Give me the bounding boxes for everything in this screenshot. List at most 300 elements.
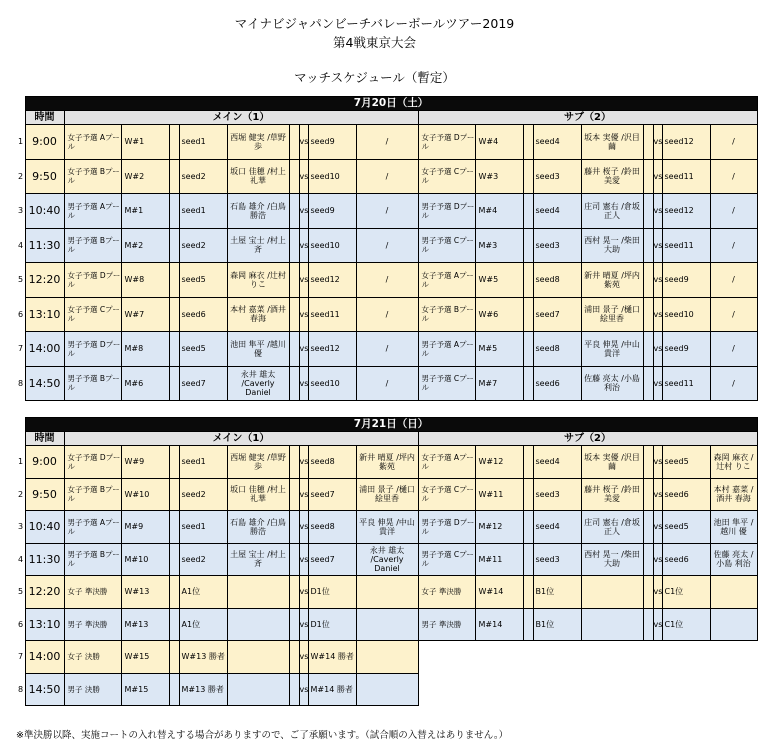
row-number: 7 <box>16 332 25 367</box>
date-bar: 7月21日（日） <box>25 418 757 432</box>
main-spacer <box>169 446 179 479</box>
main-pool-label: 男子予選 Bプール <box>64 543 121 576</box>
main-pool-label: 男子 決勝 <box>64 673 121 706</box>
main-pool-label: 男子予選 Aプール <box>64 194 121 229</box>
main-vs-label: vs <box>299 159 308 194</box>
main-team1-seed: A1位 <box>179 608 227 641</box>
sub-team2-names: / <box>710 228 757 263</box>
main-game-number: W#2 <box>121 159 169 194</box>
empty-cell <box>418 673 475 706</box>
sub-spacer <box>643 125 653 160</box>
sub-spacer <box>523 125 533 160</box>
main-pool-label: 男子予選 Bプール <box>64 228 121 263</box>
main-team1-seed: seed2 <box>179 478 227 511</box>
sub-vs-label: vs <box>653 125 662 160</box>
empty-cell <box>662 673 710 706</box>
match-time: 9:50 <box>25 478 64 511</box>
main-spacer <box>169 543 179 576</box>
sub-vs-label: vs <box>653 332 662 367</box>
sub-team2-names: / <box>710 263 757 298</box>
sub-spacer <box>643 608 653 641</box>
match-row <box>16 159 757 194</box>
empty-cell <box>533 641 581 674</box>
sub-team1-seed: seed6 <box>533 366 581 401</box>
main-pool-label: 男子予選 Dプール <box>64 332 121 367</box>
sub-team2-names: / <box>710 332 757 367</box>
main-game-number: W#9 <box>121 446 169 479</box>
main-game-number: M#1 <box>121 194 169 229</box>
main-team1-seed: seed7 <box>179 366 227 401</box>
main-team2-seed: W#14 勝者 <box>308 641 356 674</box>
sub-spacer <box>643 263 653 298</box>
sub-team1-names: 佐藤 亮太 /小島 利治 <box>581 366 643 401</box>
sub-team1-seed: seed3 <box>533 478 581 511</box>
row-number: 4 <box>16 228 25 263</box>
match-time: 14:00 <box>25 332 64 367</box>
main-spacer <box>289 478 299 511</box>
sub-vs-label: vs <box>653 446 662 479</box>
schedule-subtitle: マッチスケジュール（暫定） <box>294 70 455 85</box>
main-team2-names: 浦田 景子 /樋口 絵里香 <box>356 478 418 511</box>
main-team1-seed: seed1 <box>179 125 227 160</box>
sub-pool-label: 男子予選 Dプール <box>418 511 475 544</box>
sub-team2-names: 森岡 麻衣 /辻村 りこ <box>710 446 757 479</box>
main-team1-names: 坂口 佳穂 /村上 礼華 <box>227 159 289 194</box>
main-team2-seed: seed10 <box>308 366 356 401</box>
sub-pool-label: 女子 準決勝 <box>418 576 475 609</box>
sub-team1-names: 坂本 実優 /沢目 繭 <box>581 125 643 160</box>
main-team2-seed: seed8 <box>308 511 356 544</box>
main-team2-seed: seed9 <box>308 194 356 229</box>
sub-game-number: W#12 <box>475 446 523 479</box>
sub-team1-names: 西村 晃一 /柴田 大助 <box>581 228 643 263</box>
sub-pool-label: 女子予選 Aプール <box>418 446 475 479</box>
sub-team2-names: / <box>710 366 757 401</box>
sub-spacer <box>523 608 533 641</box>
sub-spacer <box>523 297 533 332</box>
main-team2-names: 新井 晴夏 /坪内 紫苑 <box>356 446 418 479</box>
match-row <box>16 446 757 479</box>
main-vs-label: vs <box>299 446 308 479</box>
main-vs-label: vs <box>299 125 308 160</box>
sub-vs-label: vs <box>653 478 662 511</box>
row-number: 2 <box>16 159 25 194</box>
main-team1-names: 永井 雄太 /Caverly Daniel <box>227 366 289 401</box>
main-team2-seed: seed7 <box>308 543 356 576</box>
match-time: 11:30 <box>25 543 64 576</box>
main-team2-names: / <box>356 297 418 332</box>
sub-team1-names: 新井 晴夏 /坪内 紫苑 <box>581 263 643 298</box>
match-time: 13:10 <box>25 608 64 641</box>
sub-spacer <box>523 543 533 576</box>
sub-vs-label: vs <box>653 543 662 576</box>
main-game-number: W#13 <box>121 576 169 609</box>
sub-spacer <box>523 194 533 229</box>
main-spacer <box>169 641 179 674</box>
sub-game-number: W#6 <box>475 297 523 332</box>
main-team1-names <box>227 576 289 609</box>
main-team2-names: / <box>356 228 418 263</box>
empty-cell <box>418 641 475 674</box>
row-number: 5 <box>16 576 25 609</box>
main-team1-names: 本村 嘉菜 /酒井 春海 <box>227 297 289 332</box>
main-spacer <box>289 673 299 706</box>
main-team2-names <box>356 641 418 674</box>
sub-team1-seed: seed3 <box>533 159 581 194</box>
main-pool-label: 女子予選 Bプール <box>64 159 121 194</box>
sub-team2-names <box>710 576 757 609</box>
sub-spacer <box>643 159 653 194</box>
match-time: 14:50 <box>25 366 64 401</box>
sub-team1-names <box>581 576 643 609</box>
sub-vs-label: vs <box>653 366 662 401</box>
sub-team2-seed: seed12 <box>662 194 710 229</box>
match-row <box>16 543 757 576</box>
sub-spacer <box>643 543 653 576</box>
main-spacer <box>169 511 179 544</box>
row-number: 5 <box>16 263 25 298</box>
row-number: 7 <box>16 641 25 674</box>
main-game-number: W#8 <box>121 263 169 298</box>
empty-cell <box>523 641 533 674</box>
match-row <box>16 511 757 544</box>
sub-game-number: M#4 <box>475 194 523 229</box>
main-spacer <box>289 332 299 367</box>
main-pool-label: 女子 決勝 <box>64 641 121 674</box>
sub-pool-label: 男子予選 Aプール <box>418 332 475 367</box>
match-row <box>16 263 757 298</box>
main-pool-label: 女子 準決勝 <box>64 576 121 609</box>
sub-vs-label: vs <box>653 194 662 229</box>
main-spacer <box>289 511 299 544</box>
main-vs-label: vs <box>299 511 308 544</box>
main-spacer <box>169 673 179 706</box>
main-team1-names: 森岡 麻衣 /辻村 りこ <box>227 263 289 298</box>
sub-team1-names: 藤井 桜子 /鈴田 美愛 <box>581 159 643 194</box>
main-team1-names: 池田 隼平 /越川 優 <box>227 332 289 367</box>
match-time: 12:20 <box>25 263 64 298</box>
sub-vs-label: vs <box>653 159 662 194</box>
main-team1-names <box>227 608 289 641</box>
match-time: 13:10 <box>25 297 64 332</box>
main-spacer <box>169 478 179 511</box>
match-row <box>16 332 757 367</box>
main-vs-label: vs <box>299 543 308 576</box>
sub-spacer <box>643 511 653 544</box>
match-time: 9:00 <box>25 446 64 479</box>
sub-spacer <box>523 263 533 298</box>
schedule-table-day1 <box>16 96 758 401</box>
sub-team2-names: / <box>710 125 757 160</box>
main-spacer <box>169 125 179 160</box>
main-team2-names: / <box>356 194 418 229</box>
main-spacer <box>169 608 179 641</box>
main-team2-names: 平良 伸晃 /中山 貴洋 <box>356 511 418 544</box>
match-row <box>16 641 757 674</box>
sub-team2-seed: seed9 <box>662 332 710 367</box>
main-spacer <box>169 194 179 229</box>
match-row <box>16 194 757 229</box>
sub-team1-names: 平良 伸晃 /中山 貴洋 <box>581 332 643 367</box>
empty-cell <box>643 641 653 674</box>
match-time: 9:00 <box>25 125 64 160</box>
sub-team2-seed: seed11 <box>662 366 710 401</box>
match-row <box>16 608 757 641</box>
sub-game-number: W#11 <box>475 478 523 511</box>
sub-vs-label: vs <box>653 576 662 609</box>
main-spacer <box>169 263 179 298</box>
main-team2-seed: seed10 <box>308 228 356 263</box>
match-time: 11:30 <box>25 228 64 263</box>
main-team1-seed: seed5 <box>179 263 227 298</box>
main-game-number: M#2 <box>121 228 169 263</box>
sub-pool-label: 女子予選 Aプール <box>418 263 475 298</box>
sub-team1-seed: seed3 <box>533 228 581 263</box>
sub-team1-names <box>581 608 643 641</box>
main-team2-names: / <box>356 159 418 194</box>
main-game-number: W#15 <box>121 641 169 674</box>
main-spacer <box>169 576 179 609</box>
match-time: 12:20 <box>25 576 64 609</box>
main-pool-label: 男子予選 Bプール <box>64 366 121 401</box>
sub-team2-seed: C1位 <box>662 576 710 609</box>
match-time: 10:40 <box>25 194 64 229</box>
sub-team2-seed: seed11 <box>662 228 710 263</box>
empty-cell <box>475 641 523 674</box>
main-team1-seed: seed6 <box>179 297 227 332</box>
main-spacer <box>289 641 299 674</box>
main-team2-seed: seed7 <box>308 478 356 511</box>
main-game-number: M#10 <box>121 543 169 576</box>
main-spacer <box>289 608 299 641</box>
main-team2-names: / <box>356 125 418 160</box>
main-team1-seed: seed1 <box>179 194 227 229</box>
main-spacer <box>289 194 299 229</box>
main-pool-label: 女子予選 Cプール <box>64 297 121 332</box>
sub-spacer <box>643 446 653 479</box>
sub-vs-label: vs <box>653 228 662 263</box>
match-row <box>16 125 757 160</box>
main-team1-seed: seed5 <box>179 332 227 367</box>
main-game-number: M#9 <box>121 511 169 544</box>
sub-team2-names: / <box>710 297 757 332</box>
main-team2-seed: seed8 <box>308 446 356 479</box>
sub-spacer <box>643 194 653 229</box>
sub-pool-label: 女子予選 Cプール <box>418 159 475 194</box>
sub-team2-names: / <box>710 194 757 229</box>
sub-team1-names: 庄司 憲右 /倉坂 正人 <box>581 194 643 229</box>
main-team1-seed: seed1 <box>179 511 227 544</box>
row-number: 1 <box>16 125 25 160</box>
header-time: 時間 <box>25 432 64 446</box>
main-vs-label: vs <box>299 576 308 609</box>
sub-team2-seed: seed12 <box>662 125 710 160</box>
main-vs-label: vs <box>299 478 308 511</box>
main-spacer <box>289 125 299 160</box>
main-spacer <box>169 159 179 194</box>
main-team2-seed: M#14 勝者 <box>308 673 356 706</box>
main-pool-label: 男子 準決勝 <box>64 608 121 641</box>
main-vs-label: vs <box>299 673 308 706</box>
sub-team2-seed: seed5 <box>662 511 710 544</box>
empty-cell <box>710 673 757 706</box>
empty-cell <box>475 673 523 706</box>
sub-team2-seed: seed6 <box>662 543 710 576</box>
row-number: 2 <box>16 478 25 511</box>
sub-spacer <box>523 228 533 263</box>
main-team1-names: 土屋 宝士 /村上 斉 <box>227 228 289 263</box>
sub-spacer <box>643 228 653 263</box>
sub-team1-seed: seed8 <box>533 332 581 367</box>
main-team2-names <box>356 608 418 641</box>
main-game-number: M#6 <box>121 366 169 401</box>
main-spacer <box>289 159 299 194</box>
main-spacer <box>169 366 179 401</box>
main-game-number: W#10 <box>121 478 169 511</box>
match-row <box>16 297 757 332</box>
sub-team1-names: 西村 晃一 /柴田 大助 <box>581 543 643 576</box>
main-team1-seed: seed2 <box>179 543 227 576</box>
event-title: 第4戦東京大会 <box>333 35 416 50</box>
main-spacer <box>289 366 299 401</box>
sub-game-number: M#12 <box>475 511 523 544</box>
main-team2-seed: seed10 <box>308 159 356 194</box>
main-spacer <box>289 228 299 263</box>
main-team1-seed: seed2 <box>179 159 227 194</box>
main-team2-names <box>356 576 418 609</box>
main-vs-label: vs <box>299 263 308 298</box>
sub-pool-label: 女子予選 Cプール <box>418 478 475 511</box>
main-team2-seed: seed9 <box>308 125 356 160</box>
sub-game-number: M#14 <box>475 608 523 641</box>
sub-team1-seed: B1位 <box>533 608 581 641</box>
main-team2-names <box>356 673 418 706</box>
sub-spacer <box>643 478 653 511</box>
match-row <box>16 673 757 706</box>
main-team2-seed: D1位 <box>308 576 356 609</box>
main-team2-names: / <box>356 366 418 401</box>
sub-game-number: W#4 <box>475 125 523 160</box>
main-game-number: M#8 <box>121 332 169 367</box>
row-number: 6 <box>16 297 25 332</box>
sub-team2-names: / <box>710 159 757 194</box>
sub-spacer <box>523 511 533 544</box>
main-team1-seed: seed1 <box>179 446 227 479</box>
sub-spacer <box>643 576 653 609</box>
empty-cell <box>662 641 710 674</box>
sub-team2-seed: seed10 <box>662 297 710 332</box>
empty-cell <box>533 673 581 706</box>
main-team2-names: 永井 雄太 /Caverly Daniel <box>356 543 418 576</box>
sub-team2-names <box>710 608 757 641</box>
sub-team1-seed: seed4 <box>533 194 581 229</box>
main-team1-names <box>227 641 289 674</box>
main-spacer <box>289 297 299 332</box>
main-team2-seed: seed11 <box>308 297 356 332</box>
row-number: 8 <box>16 673 25 706</box>
main-game-number: W#7 <box>121 297 169 332</box>
sub-spacer <box>643 366 653 401</box>
sub-pool-label: 女子予選 Dプール <box>418 125 475 160</box>
main-team1-names: 坂口 佳穂 /村上 礼華 <box>227 478 289 511</box>
main-pool-label: 女子予選 Aプール <box>64 125 121 160</box>
tour-title: マイナビジャパンビーチバレーボールツアー2019 <box>234 16 515 31</box>
empty-cell <box>523 673 533 706</box>
sub-vs-label: vs <box>653 511 662 544</box>
main-team2-seed: seed12 <box>308 263 356 298</box>
empty-cell <box>643 673 653 706</box>
match-row <box>16 366 757 401</box>
main-team1-names: 西堀 健実 /草野 歩 <box>227 446 289 479</box>
main-vs-label: vs <box>299 332 308 367</box>
sub-team1-seed: seed3 <box>533 543 581 576</box>
header-sub-court: サブ（2） <box>418 432 757 446</box>
sub-team1-names: 浦田 景子 /樋口 絵里香 <box>581 297 643 332</box>
main-pool-label: 女子予選 Bプール <box>64 478 121 511</box>
header-sub-court: サブ（2） <box>418 111 757 125</box>
empty-cell <box>710 641 757 674</box>
sub-team2-seed: seed6 <box>662 478 710 511</box>
main-team2-names: / <box>356 263 418 298</box>
sub-game-number: M#5 <box>475 332 523 367</box>
main-team2-seed: seed12 <box>308 332 356 367</box>
sub-spacer <box>523 332 533 367</box>
empty-cell <box>653 641 662 674</box>
main-team1-names: 土屋 宝士 /村上 斉 <box>227 543 289 576</box>
sub-team1-seed: B1位 <box>533 576 581 609</box>
sub-team1-seed: seed4 <box>533 125 581 160</box>
main-pool-label: 男子予選 Aプール <box>64 511 121 544</box>
row-number: 1 <box>16 446 25 479</box>
sub-pool-label: 男子予選 Dプール <box>418 194 475 229</box>
sub-vs-label: vs <box>653 297 662 332</box>
sub-team1-seed: seed7 <box>533 297 581 332</box>
sub-spacer <box>643 332 653 367</box>
main-game-number: M#15 <box>121 673 169 706</box>
match-time: 9:50 <box>25 159 64 194</box>
main-team1-seed: A1位 <box>179 576 227 609</box>
main-team1-names: 西堀 健実 /草野 歩 <box>227 125 289 160</box>
row-number: 3 <box>16 511 25 544</box>
main-team1-seed: seed2 <box>179 228 227 263</box>
main-spacer <box>169 297 179 332</box>
sub-game-number: M#3 <box>475 228 523 263</box>
main-team2-seed: D1位 <box>308 608 356 641</box>
sub-vs-label: vs <box>653 263 662 298</box>
main-team1-seed: M#13 勝者 <box>179 673 227 706</box>
sub-team2-seed: C1位 <box>662 608 710 641</box>
sub-team2-names: 佐藤 亮太 /小島 利治 <box>710 543 757 576</box>
sub-game-number: M#11 <box>475 543 523 576</box>
sub-team2-seed: seed11 <box>662 159 710 194</box>
main-team1-names: 石島 雄介 /白鳥 勝浩 <box>227 511 289 544</box>
empty-cell <box>581 641 643 674</box>
sub-pool-label: 男子予選 Cプール <box>418 543 475 576</box>
sub-spacer <box>523 576 533 609</box>
sub-team2-seed: seed9 <box>662 263 710 298</box>
main-vs-label: vs <box>299 608 308 641</box>
sub-spacer <box>523 446 533 479</box>
match-row <box>16 478 757 511</box>
main-vs-label: vs <box>299 194 308 229</box>
match-time: 14:50 <box>25 673 64 706</box>
sub-pool-label: 男子 準決勝 <box>418 608 475 641</box>
main-pool-label: 女子予選 Dプール <box>64 446 121 479</box>
empty-cell <box>581 673 643 706</box>
sub-game-number: M#7 <box>475 366 523 401</box>
date-bar: 7月20日（土） <box>25 97 757 111</box>
main-vs-label: vs <box>299 297 308 332</box>
